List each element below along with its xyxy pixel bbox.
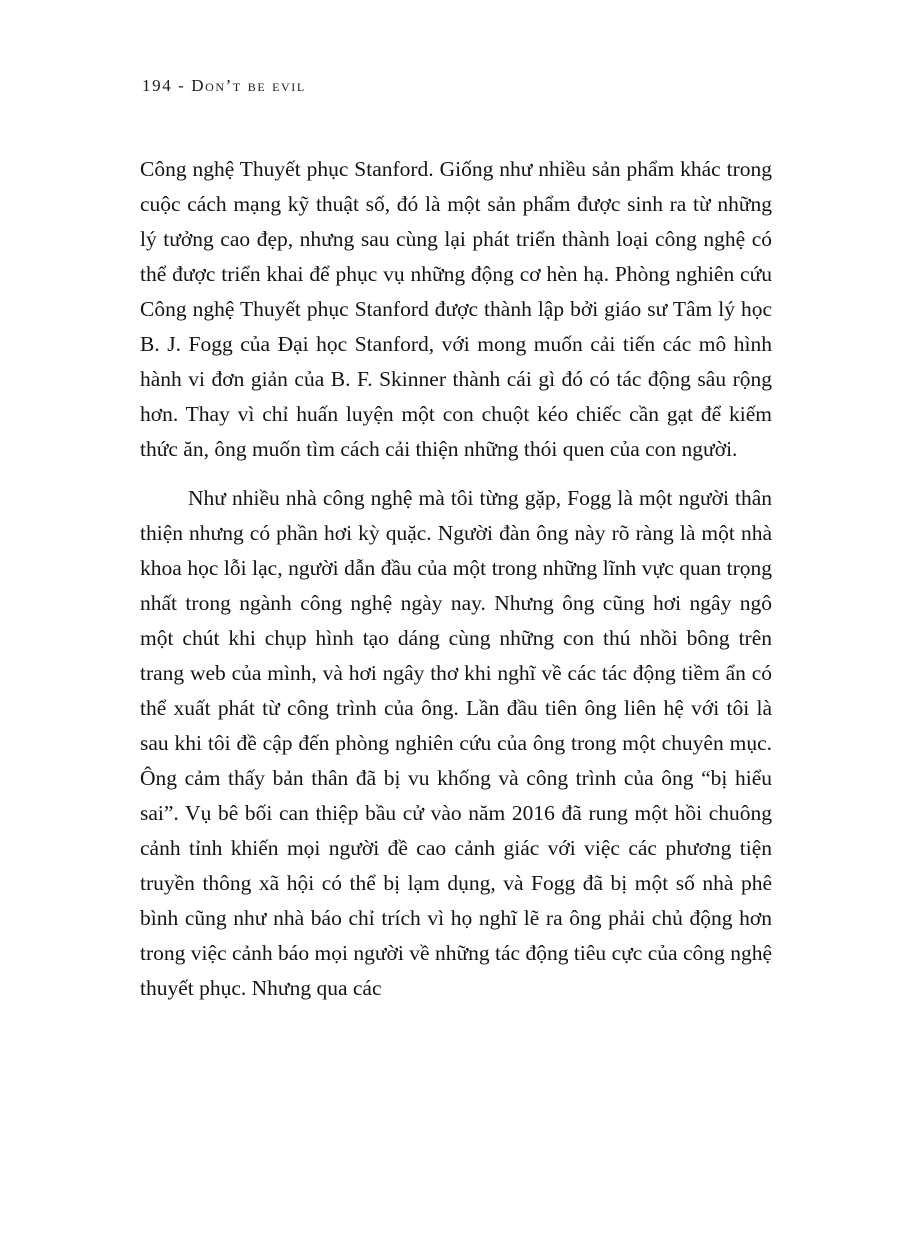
paragraph-1: Công nghệ Thuyết phục Stanford. Giống như nhiều sản phẩm khác trong cuộc cách mạng kỹ thuật số, đó là một sản phẩm được sinh ra từ những lý tưởng cao đẹp, nhưng sau cùng lại phát triển thành loại công nghệ có thể được triển khai để phục vụ những động cơ hèn hạ. Phòng nghiên cứu Công nghệ Thuyết phục Stanford được thành lập bởi giáo sư Tâm lý học B. J. Fogg của Đại học Stanford, với mong muốn cải tiến các mô hình hành vi đơn giản của B. F. Skinner thành cái gì đó có tác động sâu rộng hơn. Thay vì chỉ huấn luyện một con chuột kéo chiếc cần gạt để kiếm thức ăn, ông muốn tìm cách cải thiện những thói quen của con người. <box>140 157 772 461</box>
paragraph-2: Như nhiều nhà công nghệ mà tôi từng gặp, Fogg là một người thân thiện nhưng có phần hơi kỳ quặc. Người đàn ông này rõ ràng là một nhà khoa học lỗi lạc, người dẫn đầu của một trong những lĩnh vực quan trọng nhất trong ngành công nghệ ngày nay. Nhưng ông cũng hơi ngây ngô một chút khi chụp hình tạo dáng cùng những con thú nhồi bông trên trang web của mình, và hơi ngây thơ khi nghĩ về các tác động tiềm ẩn có thể xuất phát từ công trình của ông. Lần đầu tiên ông liên hệ với tôi là sau khi tôi đề cập đến phòng nghiên cứu của ông trong một chuyên mục. Ông cảm thấy bản thân đã bị vu khống và công trình của ông “bị hiểu sai”. Vụ bê bối can thiệp bầu cử vào năm 2016 đã rung một hồi chuông cảnh tỉnh khiến mọi người đề cao cảnh giác với việc các phương tiện truyền thông xã hội có thể bị lạm dụng, và Fogg đã bị một số nhà phê bình cũng như nhà báo chỉ trích vì họ nghĩ lẽ ra ông phải chủ động hơn trong việc cảnh báo mọi người về những tác động tiêu cực của công nghệ thuyết phục. Nhưng qua các <box>140 486 772 1000</box>
page-body-text <box>140 152 772 1006</box>
running-header: 194 - Don’t be evil <box>142 76 306 95</box>
